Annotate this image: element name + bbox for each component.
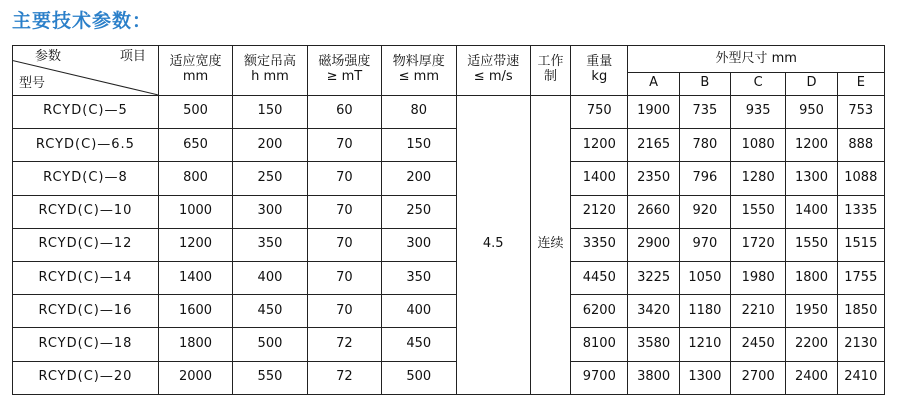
thickness-cell: 80 bbox=[382, 95, 456, 128]
dim-c-cell: 1980 bbox=[731, 262, 786, 295]
width-cell: 1400 bbox=[158, 262, 232, 295]
mode-cell: 连续 bbox=[530, 95, 570, 394]
dim-e-cell: 888 bbox=[837, 129, 884, 162]
dim-d-cell: 1950 bbox=[786, 295, 837, 328]
width-cell: 800 bbox=[158, 162, 232, 195]
width-cell: 1000 bbox=[158, 195, 232, 228]
dim-e-cell: 1850 bbox=[837, 295, 884, 328]
thickness-cell: 500 bbox=[382, 361, 456, 394]
dim-e-cell: 753 bbox=[837, 95, 884, 128]
field-cell: 70 bbox=[307, 195, 381, 228]
table-row bbox=[13, 228, 885, 261]
weight-cell: 3350 bbox=[571, 228, 628, 261]
dim-c-cell: 2450 bbox=[731, 328, 786, 361]
thickness-cell: 350 bbox=[382, 262, 456, 295]
header-row-1 bbox=[13, 46, 885, 73]
page-title: 主要技术参数： bbox=[12, 10, 153, 32]
dim-a-cell: 3800 bbox=[628, 361, 679, 394]
dim-b-cell: 1180 bbox=[679, 295, 730, 328]
model-cell: RCYD(C)—12 bbox=[13, 228, 159, 261]
table-row bbox=[13, 262, 885, 295]
dim-a-cell: 2350 bbox=[628, 162, 679, 195]
weight-cell: 8100 bbox=[571, 328, 628, 361]
table-row bbox=[13, 361, 885, 394]
width-cell: 500 bbox=[158, 95, 232, 128]
header-dim-d: D bbox=[786, 73, 837, 96]
dim-c-cell: 2210 bbox=[731, 295, 786, 328]
header-dim-a: A bbox=[628, 73, 679, 96]
dim-a-cell: 1900 bbox=[628, 95, 679, 128]
header-item: 项目 bbox=[119, 49, 146, 64]
width-cell: 1200 bbox=[158, 228, 232, 261]
dim-a-cell: 2165 bbox=[628, 129, 679, 162]
dim-a-cell: 2660 bbox=[628, 195, 679, 228]
weight-cell: 6200 bbox=[571, 295, 628, 328]
weight-cell: 1400 bbox=[571, 162, 628, 195]
dim-b-cell: 735 bbox=[679, 95, 730, 128]
dim-d-cell: 1200 bbox=[786, 129, 837, 162]
lift-cell: 400 bbox=[233, 262, 307, 295]
header-width: 适应宽度 mm bbox=[158, 46, 232, 96]
model-cell: RCYD(C)—8 bbox=[13, 162, 159, 195]
header-field: 磁场强度 ≥ mT bbox=[307, 46, 381, 96]
lift-cell: 150 bbox=[233, 95, 307, 128]
dim-d-cell: 950 bbox=[786, 95, 837, 128]
speed-cell: 4.5 bbox=[456, 95, 530, 394]
dim-d-cell: 1800 bbox=[786, 262, 837, 295]
dim-c-cell: 2700 bbox=[731, 361, 786, 394]
dim-a-cell: 2900 bbox=[628, 228, 679, 261]
model-cell: RCYD(C)—6.5 bbox=[13, 129, 159, 162]
dim-e-cell: 1088 bbox=[837, 162, 884, 195]
field-cell: 72 bbox=[307, 328, 381, 361]
weight-cell: 750 bbox=[571, 95, 628, 128]
dim-a-cell: 3420 bbox=[628, 295, 679, 328]
model-cell: RCYD(C)—10 bbox=[13, 195, 159, 228]
weight-cell: 4450 bbox=[571, 262, 628, 295]
thickness-cell: 450 bbox=[382, 328, 456, 361]
dim-d-cell: 2400 bbox=[786, 361, 837, 394]
field-cell: 70 bbox=[307, 295, 381, 328]
header-mode: 工作 制 bbox=[530, 46, 570, 96]
thickness-cell: 300 bbox=[382, 228, 456, 261]
dim-e-cell: 2410 bbox=[837, 361, 884, 394]
table-row bbox=[13, 328, 885, 361]
lift-cell: 450 bbox=[233, 295, 307, 328]
header-lift: 额定吊高 h mm bbox=[233, 46, 307, 96]
dim-a-cell: 3225 bbox=[628, 262, 679, 295]
header-speed: 适应带速 ≤ m/s bbox=[456, 46, 530, 96]
lift-cell: 250 bbox=[233, 162, 307, 195]
field-cell: 70 bbox=[307, 129, 381, 162]
spec-table bbox=[12, 45, 885, 395]
width-cell: 1800 bbox=[158, 328, 232, 361]
lift-cell: 500 bbox=[233, 328, 307, 361]
header-param: 参数 bbox=[35, 49, 62, 64]
dim-e-cell: 1755 bbox=[837, 262, 884, 295]
diagonal-header-cell bbox=[13, 46, 159, 96]
model-cell: RCYD(C)—5 bbox=[13, 95, 159, 128]
width-cell: 650 bbox=[158, 129, 232, 162]
width-cell: 2000 bbox=[158, 361, 232, 394]
dim-c-cell: 1720 bbox=[731, 228, 786, 261]
lift-cell: 300 bbox=[233, 195, 307, 228]
dim-c-cell: 935 bbox=[731, 95, 786, 128]
header-dim-c: C bbox=[731, 73, 786, 96]
weight-cell: 9700 bbox=[571, 361, 628, 394]
dim-b-cell: 1050 bbox=[679, 262, 730, 295]
model-cell: RCYD(C)—18 bbox=[13, 328, 159, 361]
dim-c-cell: 1080 bbox=[731, 129, 786, 162]
dim-b-cell: 796 bbox=[679, 162, 730, 195]
field-cell: 70 bbox=[307, 262, 381, 295]
model-cell: RCYD(C)—16 bbox=[13, 295, 159, 328]
dim-c-cell: 1550 bbox=[731, 195, 786, 228]
dim-b-cell: 920 bbox=[679, 195, 730, 228]
dim-a-cell: 3580 bbox=[628, 328, 679, 361]
dim-d-cell: 2200 bbox=[786, 328, 837, 361]
dim-d-cell: 1550 bbox=[786, 228, 837, 261]
header-model: 型号 bbox=[19, 75, 46, 91]
weight-cell: 2120 bbox=[571, 195, 628, 228]
thickness-cell: 150 bbox=[382, 129, 456, 162]
dim-b-cell: 780 bbox=[679, 129, 730, 162]
field-cell: 72 bbox=[307, 361, 381, 394]
dim-c-cell: 1280 bbox=[731, 162, 786, 195]
lift-cell: 550 bbox=[233, 361, 307, 394]
lift-cell: 350 bbox=[233, 228, 307, 261]
model-cell: RCYD(C)—20 bbox=[13, 361, 159, 394]
field-cell: 70 bbox=[307, 162, 381, 195]
dim-e-cell: 1335 bbox=[837, 195, 884, 228]
table-row bbox=[13, 295, 885, 328]
thickness-cell: 250 bbox=[382, 195, 456, 228]
weight-cell: 1200 bbox=[571, 129, 628, 162]
dim-e-cell: 1515 bbox=[837, 228, 884, 261]
dim-b-cell: 1300 bbox=[679, 361, 730, 394]
width-cell: 1600 bbox=[158, 295, 232, 328]
lift-cell: 200 bbox=[233, 129, 307, 162]
model-cell: RCYD(C)—14 bbox=[13, 262, 159, 295]
header-dim-e: E bbox=[837, 73, 884, 96]
table-row bbox=[13, 195, 885, 228]
field-cell: 70 bbox=[307, 228, 381, 261]
header-dims: 外型尺寸 mm bbox=[628, 46, 885, 73]
field-cell: 60 bbox=[307, 95, 381, 128]
table-row bbox=[13, 162, 885, 195]
dim-b-cell: 970 bbox=[679, 228, 730, 261]
header-dim-b: B bbox=[679, 73, 730, 96]
dim-d-cell: 1400 bbox=[786, 195, 837, 228]
table-row bbox=[13, 129, 885, 162]
dim-e-cell: 2130 bbox=[837, 328, 884, 361]
dim-d-cell: 1300 bbox=[786, 162, 837, 195]
dim-b-cell: 1210 bbox=[679, 328, 730, 361]
header-thickness: 物料厚度 ≤ mm bbox=[382, 46, 456, 96]
thickness-cell: 200 bbox=[382, 162, 456, 195]
thickness-cell: 400 bbox=[382, 295, 456, 328]
table-row bbox=[13, 95, 885, 128]
header-weight: 重量 kg bbox=[571, 46, 628, 96]
